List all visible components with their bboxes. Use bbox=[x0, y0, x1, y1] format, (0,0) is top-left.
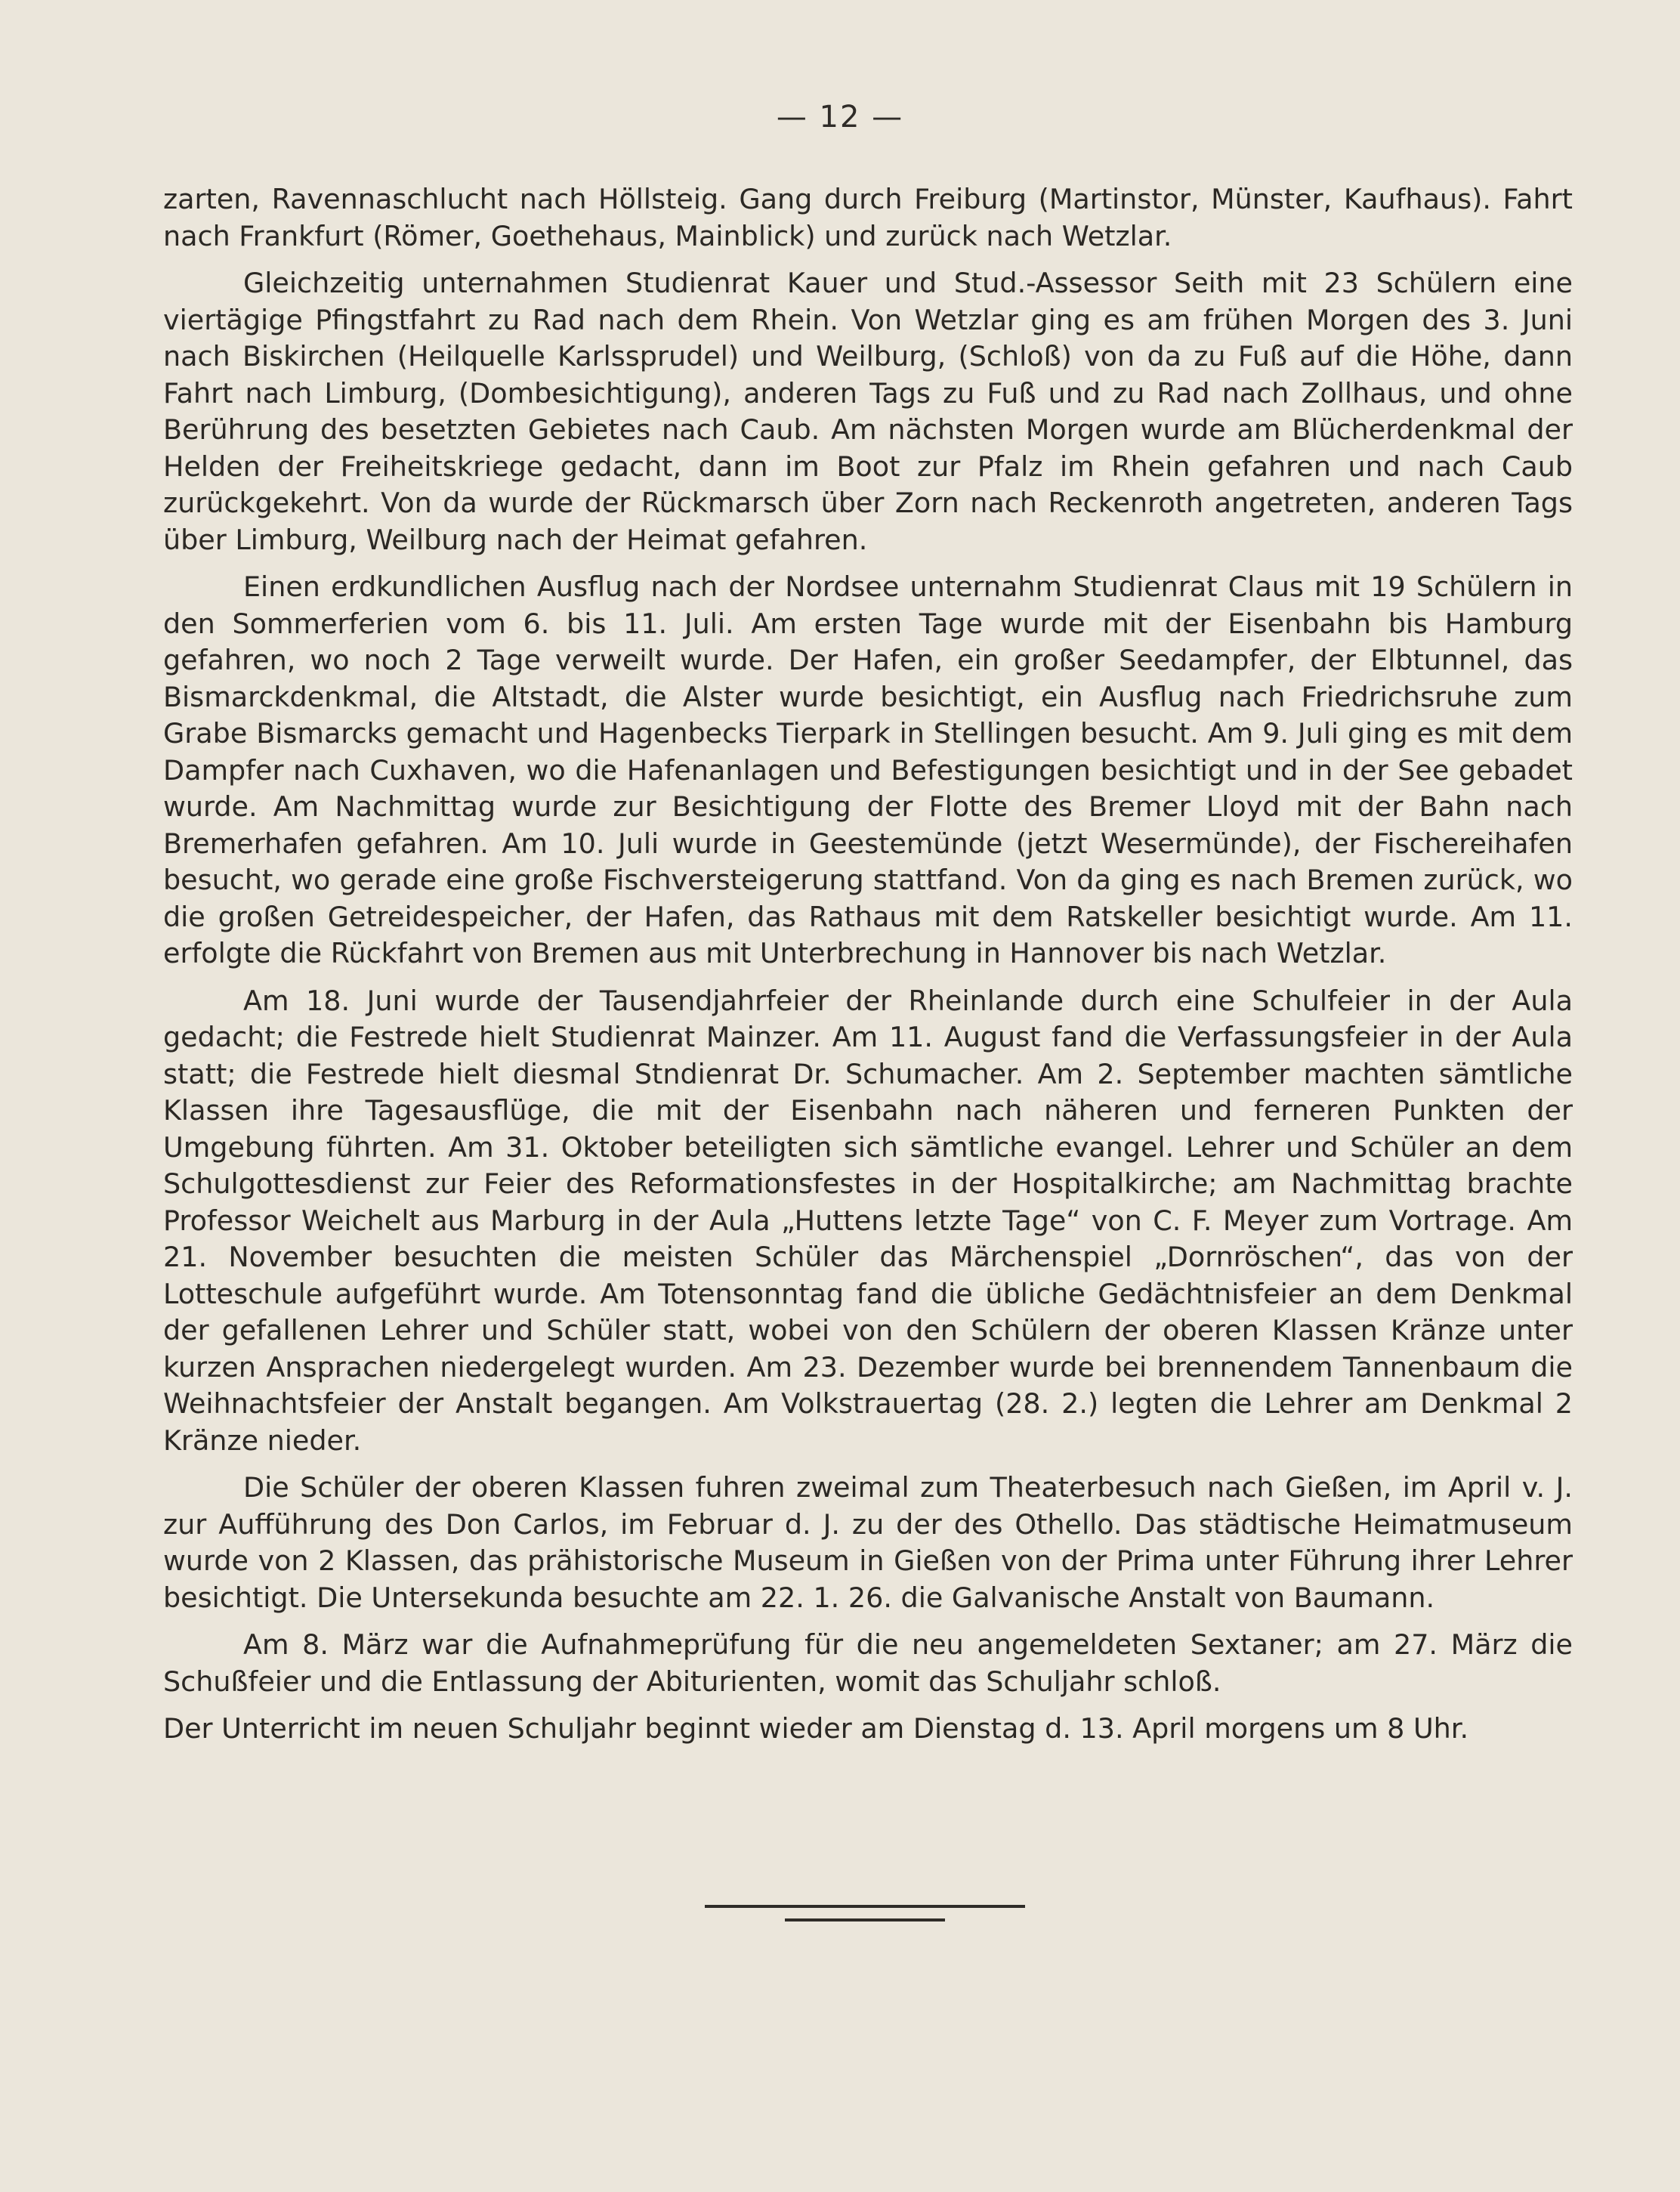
paragraph-continuation: zarten, Ravennaschlucht nach Höllsteig. Gang durch Freiburg (Martinstor, Münster, Kaufhaus). Fahrt nach Frankfurt (Römer, Goethehaus, Mainblick) und zurück nach Wetzlar. bbox=[163, 183, 1573, 252]
paragraph-pfingstfahrt: Gleichzeitig unternahmen Studienrat Kauer und Stud.-Assessor Seith mit 23 Schülern eine viertägige Pfingstfahrt zu Rad nach dem Rhein. Von Wetzlar ging es am frühen Morgen des 3. Juni nach Biskirchen (Heilquelle Karlssprudel) und Weilburg, (Schloß) von da zu Fuß auf die Höhe, dann Fahrt nach Limburg, (Dombesichtigung), anderen Tags zu Fuß und zu Rad nach Zollhaus, und ohne Berührung des besetzten Gebietes nach Caub. Am nächsten Morgen wurde am Blücherdenkmal der Helden der Freiheitskriege gedacht, dann im Boot zur Pfalz im Rhein gefahren und nach Caub zurückgekehrt. Von da wurde der Rückmarsch über Zorn nach Reckenroth angetreten, anderen Tags über Limburg, Weilburg nach der Heimat gefahren. bbox=[163, 267, 1573, 556]
paragraph-aufnahmepruefung: Am 8. März war die Aufnahmeprüfung für die neu angemeldeten Sextaner; am 27. März die Schußfeier und die Entlassung der Abiturienten, womit das Schuljahr schloß. bbox=[163, 1628, 1573, 1698]
closing-rule-ornament bbox=[705, 1905, 1025, 1923]
closing-rule-long bbox=[705, 1905, 1025, 1908]
paragraph-feiern: Am 18. Juni wurde der Tausendjahrfeier der Rheinlande durch eine Schulfeier in der Aula gedacht; die Festrede hielt Studienrat Mainzer. Am 11. August fand die Verfassungsfeier in der Aula statt; die Festrede hielt diesmal Stndienrat Dr. Schumacher. Am 2. September machten sämtliche Klassen ihre Tagesausflüge, die mit der Eisenbahn nach näheren und ferneren Punkten der Umgebung führten. Am 31. Oktober beteiligten sich sämtliche evangel. Lehrer und Schüler an dem Schulgottesdienst zur Feier des Reformationsfestes in der Hospitalkirche; am Nachmittag brachte Professor Weichelt aus Marburg in der Aula „Huttens letzte Tage“ von C. F. Meyer zum Vortrage. Am 21. November besuchten die meisten Schüler das Märchenspiel „Dornröschen“, das von der Lotteschule aufgeführt wurde. Am Totensonntag fand die übliche Gedächtnisfeier an dem Denkmal der gefallenen Lehrer und Schüler statt, wobei von den Schülern der oberen Klassen Kränze unter kurzen Ansprachen niedergelegt wurden. Am 23. Dezember wurde bei brennendem Tannenbaum die Weihnachtsfeier der Anstalt begangen. Am Volkstrauertag (28. 2.) legten die Lehrer am Denkmal 2 Kränze nieder. bbox=[163, 984, 1573, 1457]
closing-rule-short bbox=[785, 1918, 945, 1921]
paragraph-nordsee-ausflug: Einen erdkundlichen Ausflug nach der Nordsee unternahm Studienrat Claus mit 19 Schülern in den Sommerferien vom 6. bis 11. Juli. Am ersten Tage wurde mit der Eisenbahn bis Hamburg gefahren, wo noch 2 Tage verweilt wurde. Der Hafen, ein großer Seedampfer, der Elbtunnel, das Bismarckdenkmal, die Altstadt, die Alster wurde besichtigt, ein Ausflug nach Friedrichsruhe zum Grabe Bismarcks gemacht und Hagenbecks Tierpark in Stellingen besucht. Am 9. Juli ging es mit dem Dampfer nach Cuxhaven, wo die Hafenanlagen und Befestigungen besichtigt und in der See gebadet wurde. Am Nachmittag wurde zur Besichtigung der Flotte des Bremer Lloyd mit der Bahn nach Bremerhafen gefahren. Am 10. Juli wurde in Geestemünde (jetzt Wesermünde), der Fischereihafen besucht, wo gerade eine große Fischversteigerung stattfand. Von da ging es nach Bremen zurück, wo die großen Getreidespeicher, der Hafen, das Rathaus mit dem Ratskeller besichtigt wurde. Am 11. erfolgte die Rückfahrt von Bremen aus mit Unterbrechung in Hannover bis nach Wetzlar. bbox=[163, 570, 1573, 969]
page-number: — 12 — bbox=[776, 100, 904, 134]
body-text bbox=[163, 181, 1573, 1758]
paragraph-theaterbesuch: Die Schüler der oberen Klassen fuhren zweimal zum Theaterbesuch nach Gießen, im April v. J. zur Aufführung des Don Carlos, im Februar d. J. zu der des Othello. Das städtische Heimatmuseum wurde von 2 Klassen, das prähistorische Museum in Gießen von der Prima unter Führung ihrer Lehrer besichtigt. Die Untersekunda besuchte am 22. 1. 26. die Galvanische Anstalt von Baumann. bbox=[163, 1471, 1573, 1614]
paragraph-schuljahr-beginn: Der Unterricht im neuen Schuljahr beginnt wieder am Dienstag d. 13. April morgens um 8 Uhr. bbox=[163, 1712, 1469, 1745]
